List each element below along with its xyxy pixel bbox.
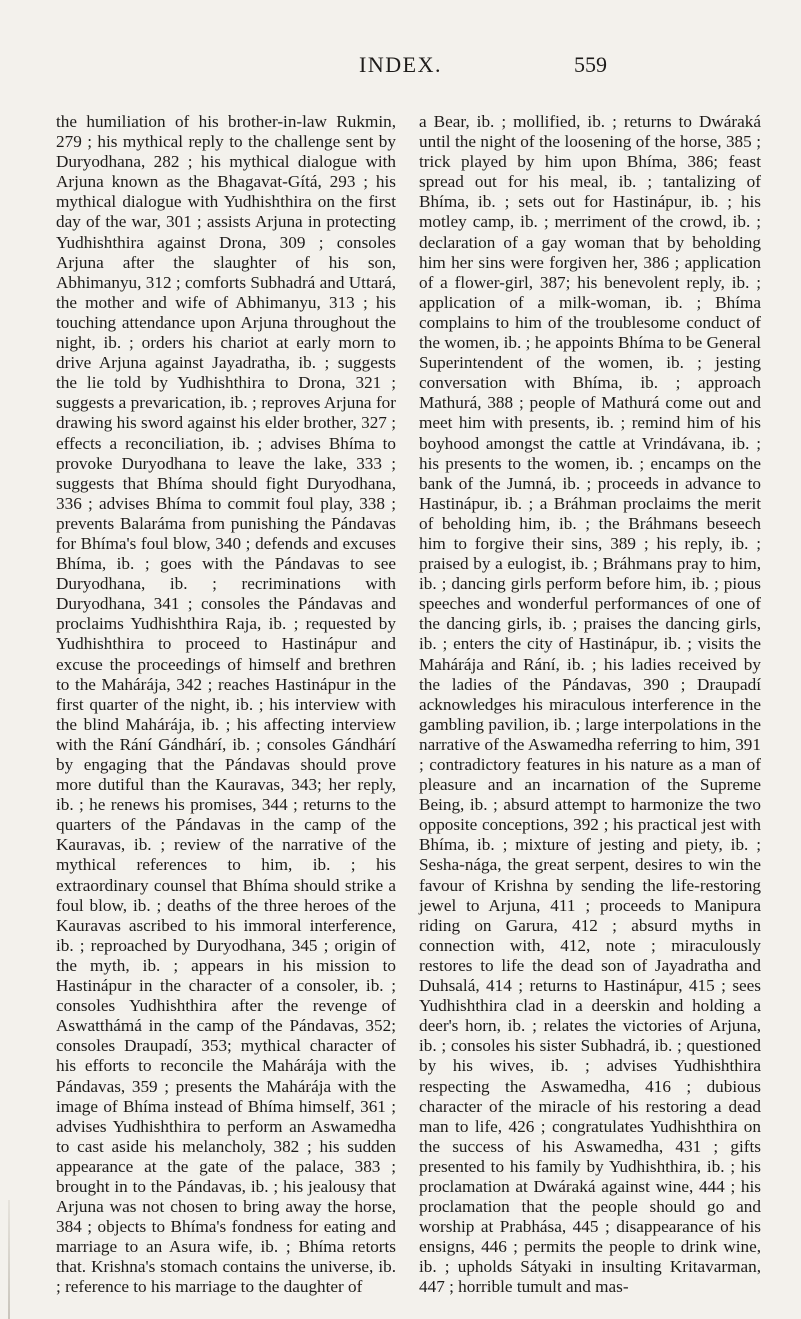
index-entry-text-right: a Bear, ib. ; mollified, ib. ; returns to Dwáraká until the night of the loosening of the horse, 385 ; trick played by him upon Bhíma, 386; feast spread out for his meal, ib. ; tantalizing of Bhíma, ib. ; sets out for Hastinápur, ib. ; his motley camp, ib. ; merriment of the crowd, ib. ; declaration of a gay woman that by beholding him her sins were forgiven her, 386 ; application of a flower-girl, 387; his benevolent reply, ib. ; application of a milk-woman, ib. ; Bhíma complains to him of the troublesome conduct of the women, ib. ; he appoints Bhíma to be General Superintendent of the women, ib. ; jesting conversation with Bhíma, ib. ; approach Mathurá, 388 ; people of Mathurá come out and meet him with presents, ib. ; remind him of his boyhood amongst the cattle at Vrindávana, ib. ; his presents to the women, ib. ; encamps on the bank of the Jumná, ib. ; proceeds in advance to Hastinápur, ib. ; a Bráhman proclaims the merit of beholding him, ib. ; the Bráhmans beseech him to forgive their sins, 389 ; his reply, ib. ; praised by a eulogist, ib. ; Bráhmans pray to him, ib. ; dancing girls perform before him, ib. ; pious speeches and wonderful performances of one of the dancing girls, ib. ; praises the dancing girls, ib. ; enters the city of Hastinápur, ib. ; visits the Mahárája and Rání, ib. ; his ladies received by the ladies of the Pándavas, 390 ; Draupadí acknowledges his miraculous interference in the gambling pavilion, ib. ; large interpolations in the narrative of the Aswamedha referring to him, 391 ; contradictory features in his nature as a man of pleasure and an incarnation of the Supreme Being, ib. ; absurd attempt to harmonize the two opposite conceptions, 392 ; his practical jest with Bhíma, ib. ; mixture of jesting and piety, ib. ; Sesha-nága, the great serpent, desires to win the favour of Krishna by sending the life-restoring jewel to Arjuna, 411 ; proceeds to Manipura riding on Garura, 412 ; absurd myths in connection with, 412, note ; miraculously restores to life the dead son of Jayadratha and Duhsalá, 414 ; returns to Hastinápur, 415 ; sees Yudhishthira clad in a deerskin and holding a deer's horn, ib. ; relates the victories of Arjuna, ib. ; consoles his sister Subhadrá, ib. ; questioned by his wives, ib. ; advises Yudhishthira respecting the Aswamedha, 416 ; dubious character of the miracle of his restoring a dead man to life, 426 ; congratulates Yudhishthira on the success of his Aswamedha, 431 ; gifts presented to his family by Yudhishthira, ib. ; his proclamation at Dwáraká against wine, 444 ; his proclamation that the people should go and worship at Prabhása, 445 ; disappearance of his ensigns, 446 ; permits the people to drink wine, ib. ; upholds Sátyaki in insulting Kritavarman, 447 ; horrible tumult and mas- — [419, 112, 761, 1297]
index-column-right — [419, 112, 761, 1298]
binding-edge — [8, 1200, 10, 1319]
index-entry-text-left: the humiliation of his brother-in-law Rukmin, 279 ; his mythical reply to the challenge sent by Duryodhana, 282 ; his mythical dialogue with Arjuna known as the Bhagavat-Gítá, 293 ; his mythical dialogue with Yudhishthira on the first day of the war, 301 ; assists Arjuna in protecting Yudhishthira against Drona, 309 ; consoles Arjuna after the slaughter of his son, Abhimanyu, 312 ; comforts Subhadrá and Uttará, the mother and wife of Abhimanyu, 313 ; his touching attendance upon Arjuna throughout the night, ib. ; orders his chariot at early morn to drive Arjuna against Jayadratha, ib. ; suggests the lie told by Yudhishthira to Drona, 321 ; suggests a prevarication, ib. ; reproves Arjuna for drawing his sword against his elder brother, 327 ; effects a reconciliation, ib. ; advises Bhíma to provoke Duryodhana to leave the lake, 333 ; suggests that Bhíma should fight Duryodhana, 336 ; advises Bhíma to commit foul play, 338 ; prevents Balaráma from punishing the Pándavas for Bhíma's foul blow, 340 ; defends and excuses Bhíma, ib. ; goes with the Pándavas to see Duryodhana, ib. ; recriminations with Duryodhana, 341 ; consoles the Pándavas and proclaims Yudhishthira Raja, ib. ; requested by Yudhishthira to proceed to Hastinápur and excuse the proceedings of himself and brethren to the Mahárája, 342 ; reaches Hastinápur in the first quarter of the night, ib. ; his interview with the blind Mahárája, ib. ; his affecting interview with the Rání Gándhárí, ib. ; consoles Gándhárí by engaging that the Pándavas should prove more dutiful than the Kauravas, 343; her reply, ib. ; he renews his promises, 344 ; returns to the quarters of the Pándavas in the camp of the Kauravas, ib. ; review of the narrative of the mythical references to him, ib. ; his extraordinary counsel that Bhíma should strike a foul blow, ib. ; deaths of the three heroes of the Kauravas ascribed to his immoral interference, ib. ; reproached by Duryodhana, 345 ; origin of the myth, ib. ; appears in his mission to Hastinápur in the character of a consoler, ib. ; consoles Yudhishthira after the revenge of Aswatthámá in the camp of the Pándavas, 352; consoles Draupadí, 353; mythical character of his efforts to reconcile the Mahárája with the Pándavas, 359 ; presents the Mahárája with the image of Bhíma instead of Bhíma himself, 361 ; advises Yudhishthira to perform an Aswamedha to cast aside his melancholy, 382 ; his sudden appearance at the gate of the palace, 383 ; brought in to the Pándavas, ib. ; his jealousy that Arjuna was not chosen to bring away the horse, 384 ; objects to Bhíma's fondness for eating and marriage to an Asura wife, ib. ; Bhíma retorts that. Krishna's stomach contains the universe, ib. ; reference to his marriage to the daughter of — [56, 112, 396, 1297]
index-column-left — [56, 112, 396, 1298]
page-header — [0, 52, 801, 82]
page-number-text: 559 — [574, 52, 607, 77]
running-title: INDEX. — [359, 52, 442, 77]
